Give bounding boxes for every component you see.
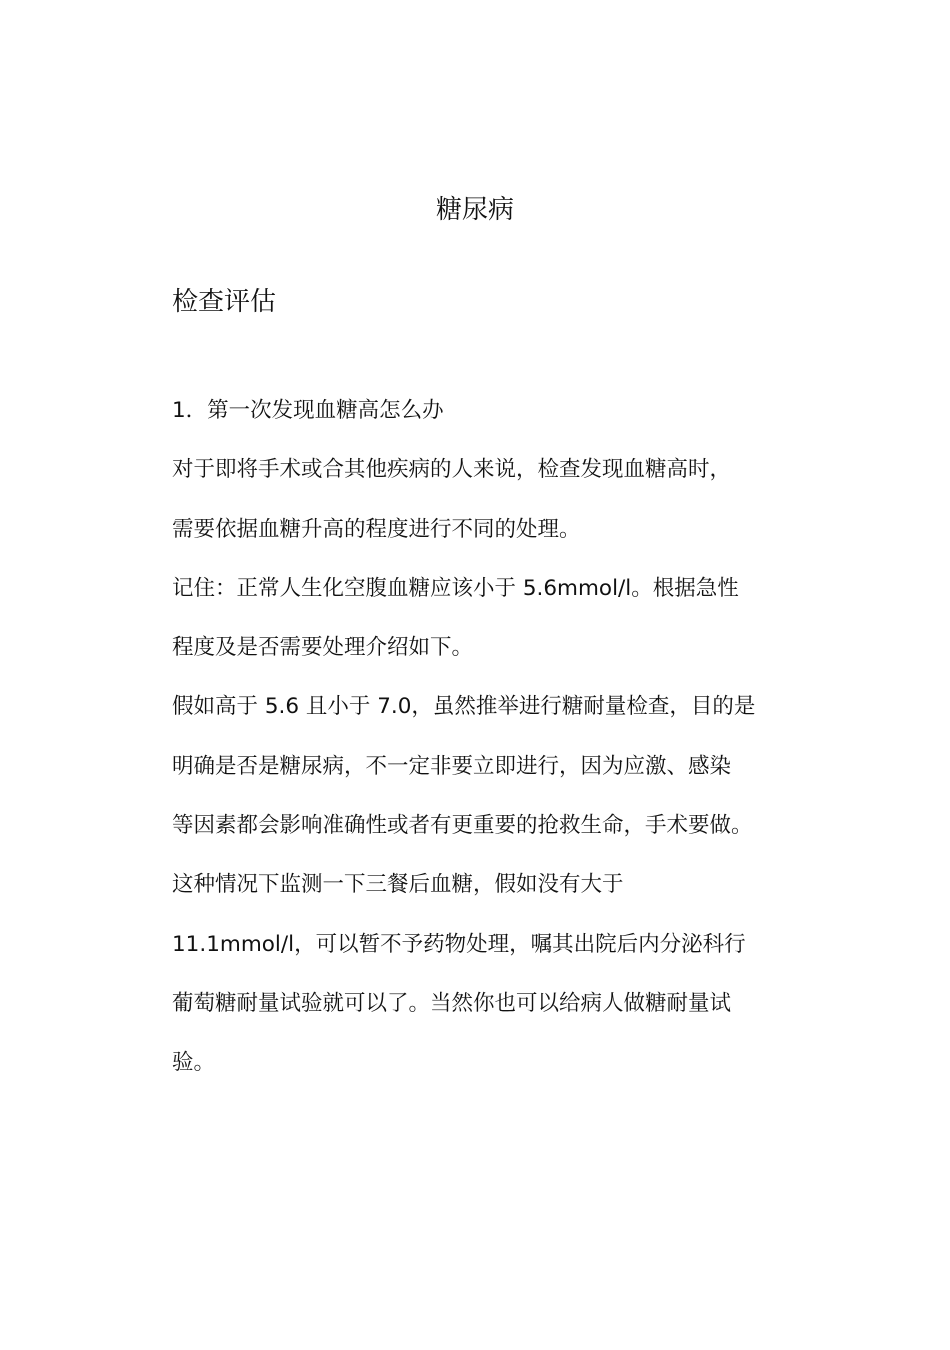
body-line: 验。 xyxy=(172,1050,216,1076)
body-line: 需要依据血糖升高的程度进行不同的处理。 xyxy=(172,516,581,542)
body-line: 等因素都会影响准确性或者有更重要的抢救生命，手术要做。 xyxy=(172,813,753,839)
section-heading: 检查评估 xyxy=(172,287,277,317)
body-line: 记住：正常人生化空腹血糖应该小于 5.6mmol/l。根据急性 xyxy=(172,575,739,601)
document-body xyxy=(172,381,782,1093)
body-line: 11.1mmol/l，可以暂不予药物处理，嘱其出院后内分泌科行 xyxy=(172,931,746,957)
body-line: 葡萄糖耐量试验就可以了。当然你也可以给病人做糖耐量试 xyxy=(172,990,732,1016)
document-title: 糖尿病 xyxy=(435,195,514,225)
body-line: 明确是否是糖尿病，不一定非要立即进行，因为应激、感染 xyxy=(172,753,732,779)
body-line: 这种情况下监测一下三餐后血糖，假如没有大于 xyxy=(172,872,624,898)
body-line: 程度及是否需要处理介绍如下。 xyxy=(172,635,474,661)
body-line: 假如高于 5.6 且小于 7.0，虽然推举进行糖耐量检查，目的是 xyxy=(172,694,756,720)
numbered-item-heading: 1．第一次发现血糖高怎么办 xyxy=(172,398,444,423)
body-line: 对于即将手术或合其他疾病的人来说，检查发现血糖高时， xyxy=(172,457,732,483)
